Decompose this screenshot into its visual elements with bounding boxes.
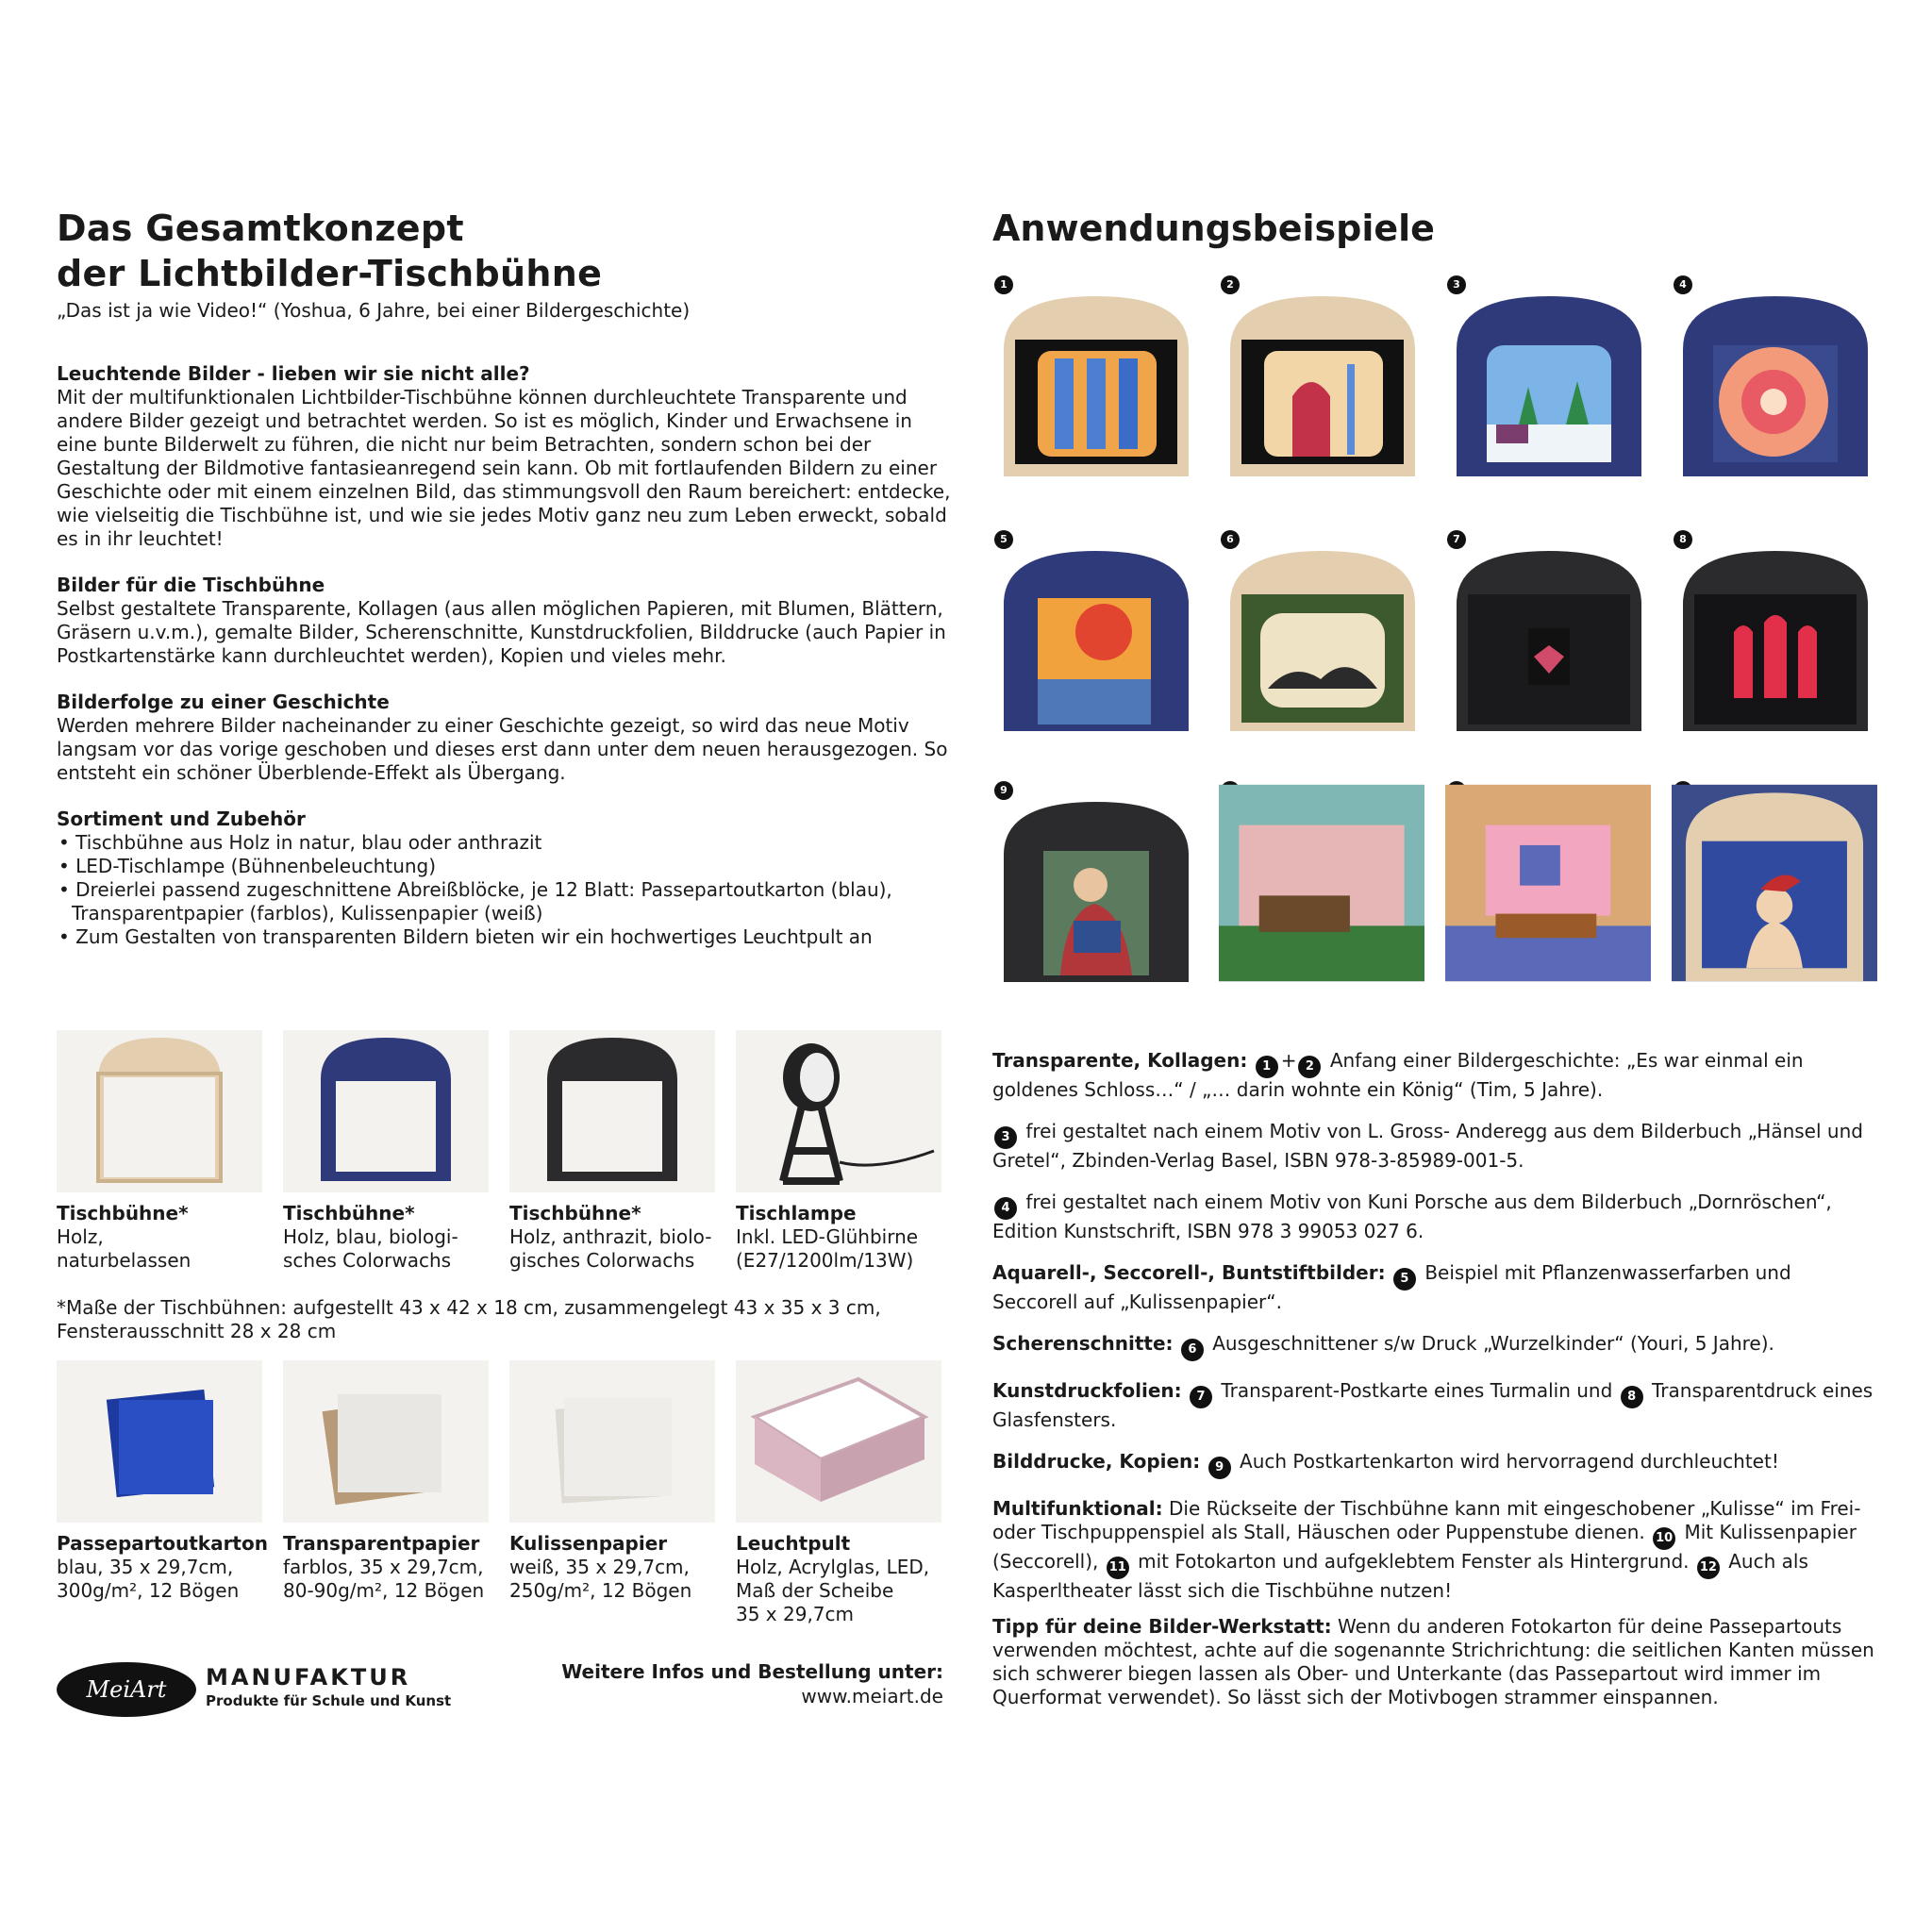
puppet-theater-photo: [1672, 779, 1877, 987]
section-text: Selbst gestaltete Transparente, Kollagen (aus allen möglichen Papieren, mit Blumen, Blättern, Gräsern u.v.m.), gemalte Bilder, Scherenschnitte, Kunstdruckfolien, Bilddrucke (auch Papier in Postkartenstärke kann durchleuchtet werden), Kopien und vieles mehr.: [57, 597, 946, 667]
website-link[interactable]: www.meiart.de: [801, 1685, 943, 1707]
product-stage-natural: [57, 1030, 262, 1273]
tile-number: 8: [1674, 530, 1692, 549]
example-text: Mit Kulissenpapier (Seccorell),: [992, 1521, 1857, 1573]
list-item: • LED-Tischlampe (Bühnenbeleuchtung): [57, 855, 953, 878]
section-leuchtende-bilder: [57, 362, 953, 551]
section-heading: Sortiment und Zubehör: [57, 808, 306, 830]
example-text: Auch als Kasperltheater lässt sich die Tischbühne nutzen!: [992, 1550, 1808, 1602]
product-transparentpapier: [283, 1360, 489, 1603]
product-desc: Holz, blau, biologi- sches Colorwachs: [283, 1225, 458, 1272]
number-badge: 1: [1256, 1056, 1278, 1078]
page-title: [57, 206, 602, 296]
section-text: Mit der multifunktionalen Lichtbilder-Tischbühne können durchleuchtete Transparente und andere Bilder gezeigt und betrachtet werden. So ist es möglich, Kinder und Erwachsene in eine bunte Bilderwelt zu führen, die nicht nur beim Betrachten, sondern schon bei der Gestaltung der Bildmotive fantasieanregend sein kann. Ob mit fortlaufenden Bildern zu einer Geschichte oder mit einem einzelnen Bild, das stimmungsvoll den Raum bereichert: entdecke, wie vielseitig die Tischbühne ist, und wie sie jedes Motiv ganz neu zum Leben erweckt, sobald es in ihr leuchtet!: [57, 386, 951, 550]
stage-anthracite-image: [1679, 547, 1872, 731]
product-name: Leuchtpult: [736, 1532, 851, 1555]
example-tile-3: [1445, 274, 1651, 481]
product-desc: Inkl. LED-Glühbirne (E27/1200lm/13W): [736, 1225, 919, 1272]
tile-number: 9: [994, 781, 1013, 800]
example-tile-2: [1219, 274, 1424, 481]
example-text: frei gestaltet nach einem Motiv von Kuni Porsche aus dem Bilderbuch „Dornröschen“, Edition Kunstschrift, ISBN 978 3 99053 027 6.: [992, 1191, 1832, 1242]
product-desc: Holz, naturbelassen: [57, 1225, 192, 1272]
tip-paragraph: [992, 1615, 1879, 1709]
section-heading: Leuchtende Bilder - lieben wir sie nicht alle?: [57, 362, 530, 385]
example-text: mit Fotokarton und aufgeklebtem Fenster als Hintergrund.: [1138, 1550, 1690, 1573]
stage-anthracite-image: [1453, 547, 1645, 731]
number-badge: 12: [1697, 1557, 1720, 1579]
stage-blue-image: [1000, 547, 1192, 731]
number-badge: 6: [1181, 1339, 1204, 1361]
product-name: Kulissenpapier: [509, 1532, 668, 1555]
example-desc-6: [992, 1332, 1879, 1361]
example-text: Auch Postkartenkarton wird hervorragend durchleuchtet!: [1240, 1450, 1779, 1473]
example-desc-multifunktional: [992, 1497, 1879, 1603]
example-tile-5: [992, 528, 1198, 736]
tile-number: 2: [1221, 275, 1240, 294]
product-image: [283, 1030, 489, 1192]
tile-number: 4: [1674, 275, 1692, 294]
product-table-lamp: [736, 1030, 941, 1273]
product-leuchtpult: [736, 1360, 941, 1626]
product-image: [509, 1360, 715, 1523]
product-name: Passepartoutkarton: [57, 1532, 268, 1555]
example-desc-4: [992, 1191, 1879, 1243]
tip-label: Tipp für deine Bilder-Werkstatt:: [992, 1615, 1332, 1638]
number-badge: 9: [1208, 1457, 1231, 1479]
product-desc: weiß, 35 x 29,7cm, 250g/m², 12 Bögen: [509, 1556, 692, 1602]
example-tile-1: [992, 274, 1198, 481]
tile-number: 6: [1221, 530, 1240, 549]
example-tile-10: [1219, 779, 1424, 987]
product-image: [283, 1360, 489, 1523]
example-label: Transparente, Kollagen:: [992, 1049, 1248, 1072]
stage-natural-image: [1000, 292, 1192, 476]
stage-natural-image: [1226, 547, 1419, 731]
example-desc-3: [992, 1120, 1879, 1173]
example-text: Ausgeschnittener s/w Druck „Wurzelkinder“ (Youri, 5 Jahre).: [1212, 1332, 1774, 1355]
puppet-house-photo: [1445, 779, 1651, 987]
product-desc: blau, 35 x 29,7cm, 300g/m², 12 Bögen: [57, 1556, 240, 1602]
product-desc: Holz, Acrylglas, LED, Maß der Scheibe 35 x 29,7cm: [736, 1556, 930, 1625]
number-badge: 3: [994, 1126, 1017, 1149]
example-tile-7: [1445, 528, 1651, 736]
example-label: Bilddrucke, Kopien:: [992, 1450, 1201, 1473]
example-text: Beispiel mit Pflanzenwasserfarben und Seccorell auf „Kulissenpapier“.: [992, 1261, 1791, 1313]
example-tile-6: [1219, 528, 1424, 736]
section-bilder-fuer-tischbuehne: [57, 574, 953, 668]
example-tile-12: [1672, 779, 1877, 987]
stage-anthracite-image: [1000, 798, 1192, 982]
product-name: Tischbühne*: [509, 1202, 641, 1224]
quote: „Das ist ja wie Video!“ (Yoshua, 6 Jahre, bei einer Bildergeschichte): [57, 299, 691, 322]
number-badge: 10: [1653, 1527, 1675, 1550]
number-badge: 2: [1298, 1056, 1321, 1078]
product-kulissenpapier: [509, 1360, 715, 1603]
number-badge: 4: [994, 1197, 1017, 1220]
section-heading: Bilderfolge zu einer Geschichte: [57, 691, 390, 713]
section-heading: Bilder für die Tischbühne: [57, 574, 325, 596]
more-info-label: Weitere Infos und Bestellung unter:: [561, 1660, 943, 1683]
product-name: Tischbühne*: [283, 1202, 415, 1224]
product-name: Tischlampe: [736, 1202, 857, 1224]
example-text: frei gestaltet nach einem Motiv von L. Gross- Anderegg aus dem Bilderbuch „Hänsel und Gretel“, Zbinden-Verlag Basel, ISBN 978-3-85989-001-5.: [992, 1120, 1863, 1172]
product-image: [736, 1360, 941, 1523]
example-text: Transparent-Postkarte eines Turmalin und: [1221, 1379, 1613, 1402]
example-label: Aquarell-, Seccorell-, Buntstiftbilder:: [992, 1261, 1386, 1284]
tile-number: 1: [994, 275, 1013, 294]
example-tile-4: [1672, 274, 1877, 481]
stage-natural-image: [1226, 292, 1419, 476]
example-text: Anfang einer Bildergeschichte: „Es war einmal ein goldenes Schloss…“ / „… darin wohnte ein König“ (Tim, 5 Jahre).: [992, 1049, 1804, 1101]
example-desc-1-2: Transparente, Kollagen: 1 + 2 Anfang einer Bildergeschichte: „Es war einmal ein goldenes Schloss…“ / „… darin wohnte ein König“ (Tim, 5 Jahre).: [992, 1049, 1804, 1101]
title-line-1: Das Gesamtkonzept: [57, 208, 464, 249]
stage-blue-image: [1453, 292, 1645, 476]
example-label: Scherenschnitte:: [992, 1332, 1174, 1355]
section-text: Werden mehrere Bilder nacheinander zu einer Geschichte gezeigt, so wird das neue Motiv langsam vor das vorige geschoben und dieses erst dann unter dem neuen herausgezogen. So entsteht ein schöner Überblende-Effekt als Übergang.: [57, 714, 948, 784]
brand-subtitle: Produkte für Schule und Kunst: [206, 1692, 452, 1709]
product-desc: Holz, anthrazit, biolo- gisches Colorwachs: [509, 1225, 712, 1272]
example-desc-9: [992, 1450, 1879, 1479]
example-label: Kunstdruckfolien:: [992, 1379, 1182, 1402]
tile-number: 3: [1447, 275, 1466, 294]
product-image: [57, 1360, 262, 1523]
section-bilderfolge: [57, 691, 953, 785]
list-item: • Tischbühne aus Holz in natur, blau oder anthrazit: [57, 831, 953, 855]
product-desc: farblos, 35 x 29,7cm, 80-90g/m², 12 Bögen: [283, 1556, 485, 1602]
product-stage-blue: [283, 1030, 489, 1273]
puppet-stable-photo: [1219, 779, 1424, 987]
example-label: Multifunktional:: [992, 1497, 1163, 1520]
tile-number: 7: [1447, 530, 1466, 549]
example-tile-11: [1445, 779, 1651, 987]
tip-text: Wenn du anderen Fotokarton für deine Passepartouts verwenden möchtest, achte auf die sogenannte Strichrichtung: die seitlichen Kanten müssen sich schwerer biegen lassen als Ober- und Unterkante (das Passepartout wird immer im Querformat verwendet). So lässt sich der Motivbogen strammer einspannen.: [992, 1615, 1874, 1708]
sortiment-list: [57, 831, 953, 949]
product-image: [736, 1030, 941, 1192]
example-desc-7-8: [992, 1379, 1879, 1432]
example-text: Die Rückseite der Tischbühne kann mit eingeschobener „Kulisse“ im Frei- oder Tischpuppenspiel als Stall, Häuschen oder Puppenstube dienen.: [992, 1497, 1861, 1543]
product-passepartout: [57, 1360, 268, 1603]
dimensions-note: *Maße der Tischbühnen: aufgestellt 43 x 42 x 18 cm, zusammengelegt 43 x 35 x 3 cm, Fensterausschnitt 28 x 28 cm: [57, 1296, 881, 1342]
title-line-2: der Lichtbilder-Tischbühne: [57, 253, 603, 294]
example-tile-9: [992, 779, 1198, 987]
list-item: • Dreierlei passend zugeschnittene Abreißblöcke, je 12 Blatt: Passepartoutkarton (blau), Transparentpapier (farblos), Kulissenpapier (weiß): [57, 878, 953, 925]
product-image: [509, 1030, 715, 1192]
product-stage-anthracite: [509, 1030, 715, 1273]
number-badge: 8: [1621, 1386, 1643, 1408]
product-image: [57, 1030, 262, 1192]
example-desc-5: [992, 1261, 1879, 1314]
product-name: Transparentpapier: [283, 1532, 480, 1555]
meiart-logo: MeiArt: [57, 1662, 196, 1717]
tile-number: 5: [994, 530, 1013, 549]
number-badge: 7: [1190, 1386, 1212, 1408]
number-badge: 5: [1393, 1268, 1416, 1291]
example-text: Transparentdruck eines Glasfensters.: [992, 1379, 1874, 1431]
product-name: Tischbühne*: [57, 1202, 189, 1224]
number-badge: 11: [1107, 1557, 1129, 1579]
example-tile-8: [1672, 528, 1877, 736]
stage-blue-image: [1679, 292, 1872, 476]
list-item: • Zum Gestalten von transparenten Bildern bieten wir ein hochwertiges Leuchtpult an: [57, 925, 953, 949]
brand-name: MANUFAKTUR: [206, 1664, 411, 1690]
section-sortiment: [57, 808, 953, 949]
examples-title: Anwendungsbeispiele: [992, 208, 1435, 249]
